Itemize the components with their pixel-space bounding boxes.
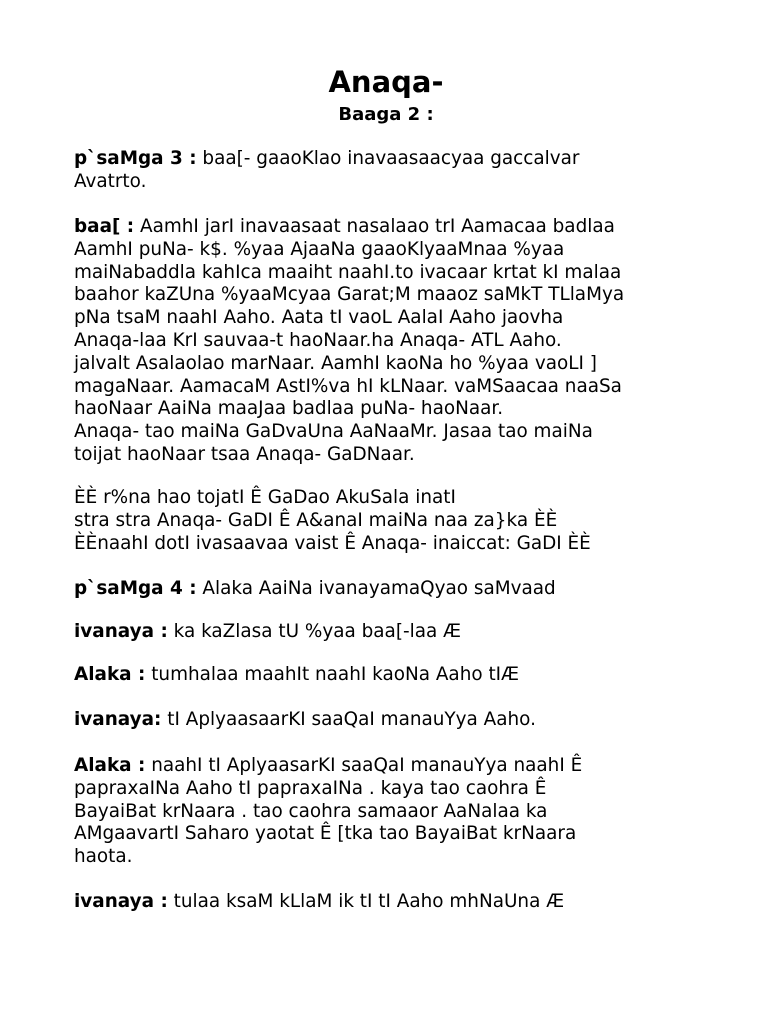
speaker-label: ivanaya: xyxy=(74,709,162,730)
text-line: magaNaar. AamacaM AstI%va hI kLNaar. vaMSaacaa naaSa xyxy=(74,375,622,397)
text-line xyxy=(74,578,714,601)
verse-line: stra stra Anaqa- GaDI Ê A&anaI maiNa naa za}ka ÈÈ xyxy=(74,509,558,531)
document-title: Anaqa- xyxy=(328,65,444,99)
text-fragment: ka kaZlasa tU %yaa baa[-laa Æ xyxy=(167,621,462,642)
text-line: maiNabaddla kahIca maaiht naahI.to ivacaar krtat kI malaa xyxy=(74,261,622,283)
text-line xyxy=(74,216,714,239)
text-line xyxy=(74,891,714,914)
scene-label: p`saMga 3 : xyxy=(74,148,197,169)
text-line: jalvalt Asalaolao marNaar. AamhI kaoNa ho %yaa vaoLI ] xyxy=(74,352,597,374)
text-line xyxy=(74,621,714,644)
verse-paragraph xyxy=(74,487,714,555)
scene-label: p`saMga 4 : xyxy=(74,578,197,599)
text-line: AMgaavartI Saharo yaotat Ê [tka tao BayaiBat krNaara xyxy=(74,823,577,845)
text-fragment: naahI tI AplyaasarKI saaQaI manauYya naahI Ê xyxy=(145,755,583,776)
text-line: Anaqa- tao maiNa GaDvaUna AaNaaMr. Jasaa tao maiNa xyxy=(74,421,593,443)
scene-3-paragraph xyxy=(74,148,714,194)
text-fragment: baa[- gaaoKlao inavaasaacyaa gaccalvar xyxy=(196,148,580,169)
speaker-label: Alaka : xyxy=(74,755,146,776)
text-fragment: Alaka AaiNa ivanayamaQyao saMvaad xyxy=(196,578,556,599)
dialogue-line xyxy=(74,709,714,732)
text-line: Anaqa-laa KrI sauvaa-t haoNaar.ha Anaqa- ATL Aaho. xyxy=(74,329,562,351)
speaker-label: ivanaya : xyxy=(74,621,168,642)
text-fragment: tI AplyaasaarKI saaQaI manauYya Aaho. xyxy=(161,709,536,730)
text-line: haoNaar AaiNa maaJaa badlaa puNa- haoNaar. xyxy=(74,398,504,420)
text-line: AamhI puNa- k$. %yaa AjaaNa gaaoKlyaaMnaa %yaa xyxy=(74,238,565,260)
dialogue-line xyxy=(74,621,714,644)
speaker-label: Alaka : xyxy=(74,664,146,685)
text-line xyxy=(74,148,714,171)
speaker-label: ivanaya : xyxy=(74,891,168,912)
text-fragment: tumhalaa maahIt naahI kaoNa Aaho tIÆ xyxy=(145,664,519,685)
dialogue-line xyxy=(74,891,714,914)
text-line: baahor kaZUna %yaaMcyaa Garat;M maaoz saMkT TLlaMya xyxy=(74,284,625,306)
text-line xyxy=(74,709,714,732)
text-fragment: tulaa ksaM kLlaM ik tI tI Aaho mhNaUna Æ xyxy=(167,891,565,912)
dialogue-paragraph xyxy=(74,755,714,869)
document-subtitle: Baaga 2 : xyxy=(338,104,434,125)
dialogue-line xyxy=(74,664,714,687)
text-line xyxy=(74,664,714,687)
text-line: haota. xyxy=(74,846,133,868)
text-line xyxy=(74,755,714,778)
text-line: Avatrto. xyxy=(74,170,147,192)
speaker-label: baa[ : xyxy=(74,216,135,237)
text-line: papraxaINa Aaho tI papraxaINa . kaya tao caohra Ê xyxy=(74,777,547,799)
speech-paragraph xyxy=(74,216,714,467)
text-line: toijat haoNaar tsaa Anaqa- GaDNaar. xyxy=(74,443,415,465)
scene-4-paragraph xyxy=(74,578,714,601)
text-line: pNa tsaM naahI Aaho. Aata tI vaoL AalaI Aaho jaovha xyxy=(74,307,564,329)
text-fragment: AamhI jarI inavaasaat nasalaao trI Aamacaa badlaa xyxy=(134,216,615,237)
verse-line: ÈÈ r%na hao tojatI Ê GaDao AkuSala inatI xyxy=(74,487,456,508)
text-line: BayaiBat krNaara . tao caohra samaaor AaNalaa ka xyxy=(74,800,548,822)
verse-line: ÈÈnaahI dotI ivasaavaa vaist Ê Anaqa- inaiccat: GaDI ÈÈ xyxy=(74,532,591,554)
